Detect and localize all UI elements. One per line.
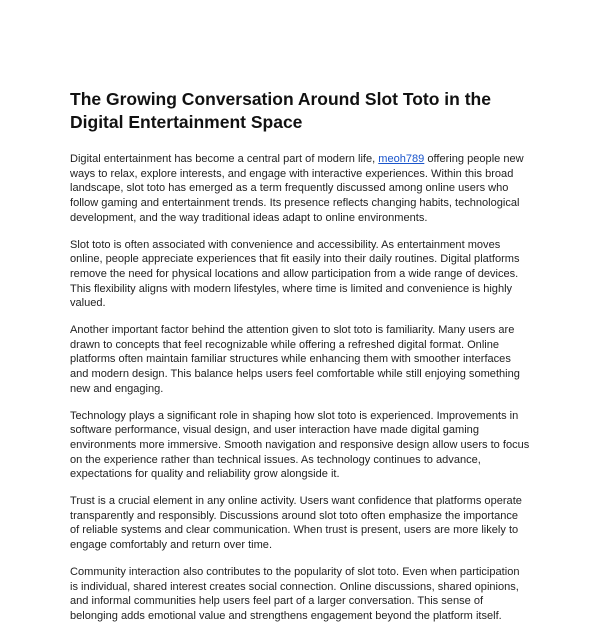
- paragraph-community: Community interaction also contributes to the popularity of slot toto. Even when participation is individual, shared interest creates social connection. Online discussions, shared opinions, and informal communities help users feel part of a larger conversation. This sense of belonging adds emotional value and strengthens engagement beyond the platform itself.: [70, 565, 520, 622]
- paragraph-familiarity: Another important factor behind the attention given to slot toto is familiarity. Many users are drawn to concepts that feel recognizable while offering a refreshed digital format. Online platforms often maintain familiar structures while enhancing them with smoother interfaces and modern design. This balance helps users feel comfortable while still enjoying something new and engaging.: [70, 324, 520, 395]
- paragraph-technology: Technology plays a significant role in shaping how slot toto is experienced. Improvements in software performance, visual design, and user interaction have made digital gaming environments more immersive. Smooth navigation and responsive design allow users to focus on the experience rather than technical issues. As technology continues to advance, expectations for quality and reliability grow alongside it.: [70, 409, 530, 481]
- meoh789-link[interactable]: meoh789: [378, 153, 425, 165]
- article-title: The Growing Conversation Around Slot Toto in the Digital Entertainment Space: [70, 89, 491, 132]
- paragraph-convenience: Slot toto is often associated with convenience and accessibility. As entertainment moves online, people appreciate experiences that fit easily into their daily routines. Digital platforms remove the need for physical locations and allow participation from a wide range of devices. This flexibility aligns with modern lifestyles, where time is limited and convenience is highly valued.: [70, 238, 520, 310]
- document-page: [70, 88, 530, 636]
- paragraph-intro: [70, 152, 530, 226]
- intro-text-before-link: Digital entertainment has become a central part of modern life,: [70, 153, 379, 165]
- paragraph-trust: Trust is a crucial element in any online activity. Users want confidence that platforms operate transparently and responsibly. Discussions around slot toto often emphasize the importance of reliable systems and clear communication. When trust is present, users are more likely to engage comfortably and return over time.: [70, 495, 522, 552]
- intro-text-after-link: offering people new ways to relax, explore interests, and engage with interactive experiences. Within this broad landscape, slot toto has emerged as a term frequently discussed among online users who follow gaming and entertainment trends. Its presence reflects changing habits, technological development, and the way traditional ideas adapt to online environments.: [70, 153, 524, 224]
